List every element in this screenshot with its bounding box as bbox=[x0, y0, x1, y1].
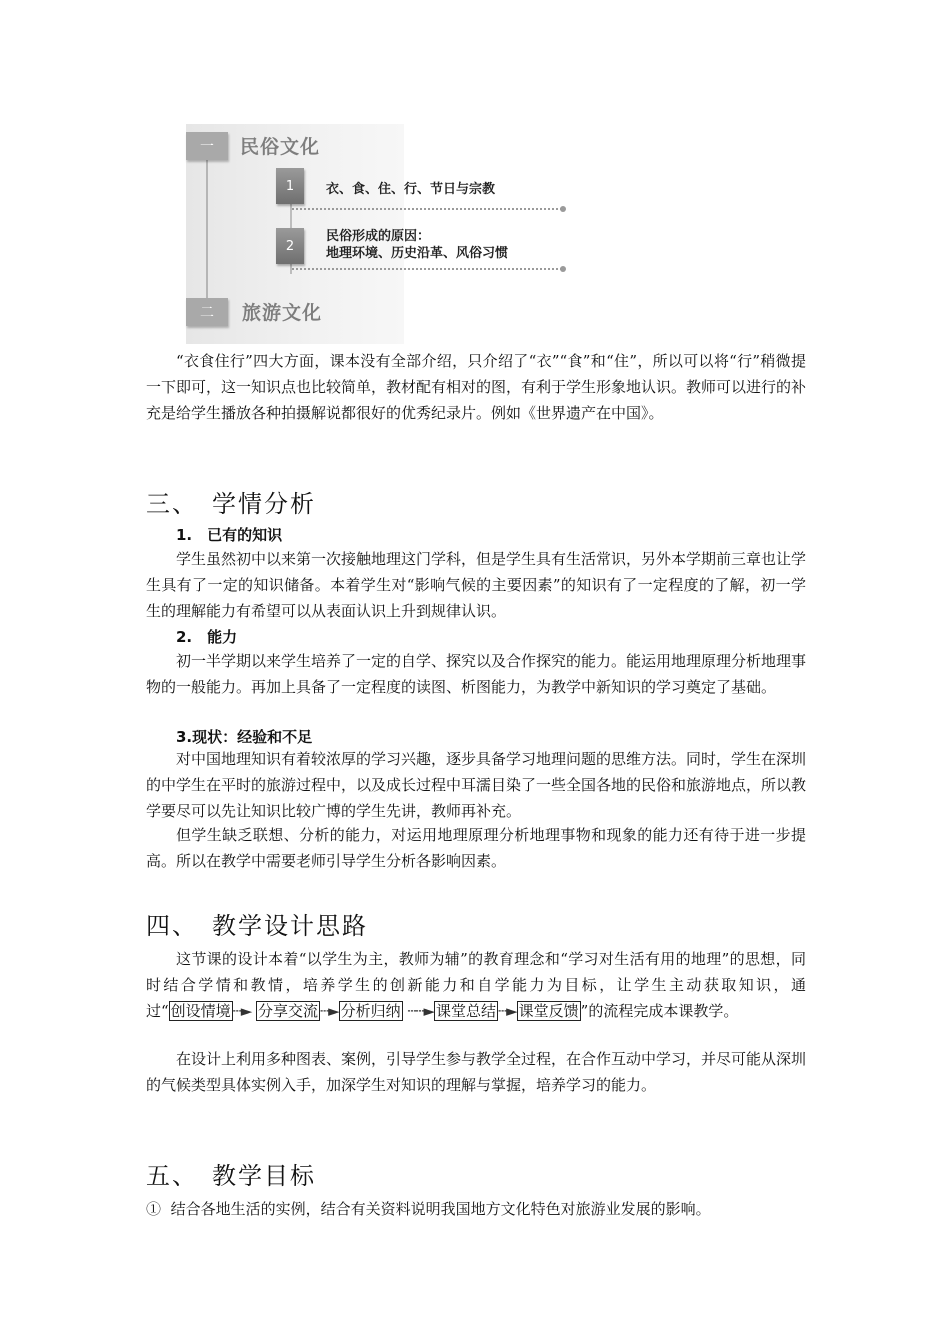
item2-number: 2 bbox=[276, 228, 304, 264]
section4-title: 教学设计思路 bbox=[212, 912, 368, 940]
flow-step-4: 课堂总结 bbox=[436, 1002, 497, 1020]
item1-text: 衣、食、住、行、节日与宗教 bbox=[326, 182, 496, 197]
flow-arrow-icon: ┄┄► bbox=[407, 1002, 435, 1020]
section3-title: 学情分析 bbox=[212, 490, 316, 518]
flow-step-2: 分享交流 bbox=[258, 1002, 319, 1020]
section3-sub2-title: 2. 能力 bbox=[176, 628, 238, 646]
section2-title: 旅游文化 bbox=[242, 302, 323, 324]
section5-item1 bbox=[146, 1196, 806, 1222]
section3-sub3-text2: 但学生缺乏联想、分析的能力，对运用地理原理分析地理事物和现象的能力还有待于进一步提高。所以在教学中需要老师引导学生分析各影响因素。 bbox=[146, 826, 806, 870]
section2-tag: 二 bbox=[186, 298, 228, 326]
section4-text1-after: ”的流程完成本课教学。 bbox=[580, 1002, 739, 1020]
flow-arrow-icon: ┄► bbox=[232, 1002, 252, 1020]
culture-diagram bbox=[186, 124, 509, 344]
item1-dotline bbox=[292, 208, 562, 210]
section5-item1-text: 结合各地生活的实例，结合有关资料说明我国地方文化特色对旅游业发展的影响。 bbox=[170, 1200, 711, 1218]
section3-sub1-title: 1. 已有的知识 bbox=[176, 526, 283, 544]
section5-number: 五、 bbox=[146, 1162, 198, 1190]
item2-text-line1: 民俗形成的原因： bbox=[326, 229, 431, 244]
item1-number: 1 bbox=[276, 168, 304, 204]
flow-step-3: 分析归纳 bbox=[340, 1002, 401, 1020]
section5-title: 教学目标 bbox=[212, 1162, 316, 1190]
flow-arrow-icon: ┄► bbox=[498, 1002, 517, 1020]
section3-sub3-text1: 对中国地理知识有着较浓厚的学习兴趣，逐步具备学习地理问题的思维方法。同时，学生在深圳的中学生在平时的旅游过程中，以及成长过程中耳濡目染了一些全国各地的民俗和旅游地点，所以教学要尽可以先让知识比较广博的学生先讲，教师再补充。 bbox=[146, 750, 807, 820]
item1-dot bbox=[560, 206, 566, 212]
diagram-main-line bbox=[206, 158, 208, 304]
section3-sub3-title: 3.现状：经验和不足 bbox=[176, 728, 313, 746]
section4-number: 四、 bbox=[146, 912, 198, 940]
section1-tag: 一 bbox=[186, 132, 228, 160]
flow-arrow-icon: ┄► bbox=[320, 1002, 339, 1020]
section4-text1-before: 这节课的设计本着“以学生为主，教师为辅”的教育理念和“学习对生活有用的地理”的思想，同时结合学情和教情，培养学生的创新能力和自学能力为目标，让学生主动获取知识，通过“ bbox=[146, 950, 806, 1020]
section5-heading bbox=[146, 1156, 316, 1191]
section1-title: 民俗文化 bbox=[240, 136, 321, 158]
section3-number: 三、 bbox=[146, 490, 198, 518]
section4-text2: 在设计上利用多种图表、案例，引导学生参与教学全过程，在合作互动中学习，并尽可能从深圳的气候类型具体实例入手，加深学生对知识的理解与掌握，培养学习的能力。 bbox=[146, 1050, 807, 1094]
section3-sub2-text: 初一半学期以来学生培养了一定的自学、探究以及合作探究的能力。能运用地理原理分析地理事物的一般能力。再加上具备了一定程度的读图、析图能力，为教学中新知识的学习奠定了基础。 bbox=[146, 652, 807, 696]
flow-step-5: 课堂反馈 bbox=[518, 1002, 579, 1020]
flow-step-1: 创设情境 bbox=[170, 1002, 231, 1020]
section3-heading bbox=[146, 484, 316, 519]
section4-text1 bbox=[146, 946, 806, 1024]
process-flow bbox=[169, 1001, 581, 1021]
item2-dotline bbox=[292, 268, 562, 270]
section4-heading bbox=[146, 906, 368, 941]
intro-paragraph: “衣食住行”四大方面，课本没有全部介绍，只介绍了“衣”“食”和“住”，所以可以将“行”稍微提一下即可，这一知识点也比较简单，教材配有相对的图，有利于学生形象地认识。教师可以进行的补充是给学生播放各种拍摄解说都很好的优秀纪录片。例如《世界遗产在中国》。 bbox=[146, 352, 807, 422]
item-marker: ① bbox=[146, 1200, 162, 1218]
item2-text-line2: 地理环境、历史沿革、风俗习惯 bbox=[326, 246, 509, 261]
section3-sub1-text: 学生虽然初中以来第一次接触地理这门学科，但是学生具有生活常识，另外本学期前三章也让学生具有了一定的知识储备。本着学生对“影响气候的主要因素”的知识有了一定程度的了解，初一学生的理解能力有希望可以从表面认识上升到规律认识。 bbox=[146, 550, 807, 620]
item2-dot bbox=[560, 266, 566, 272]
